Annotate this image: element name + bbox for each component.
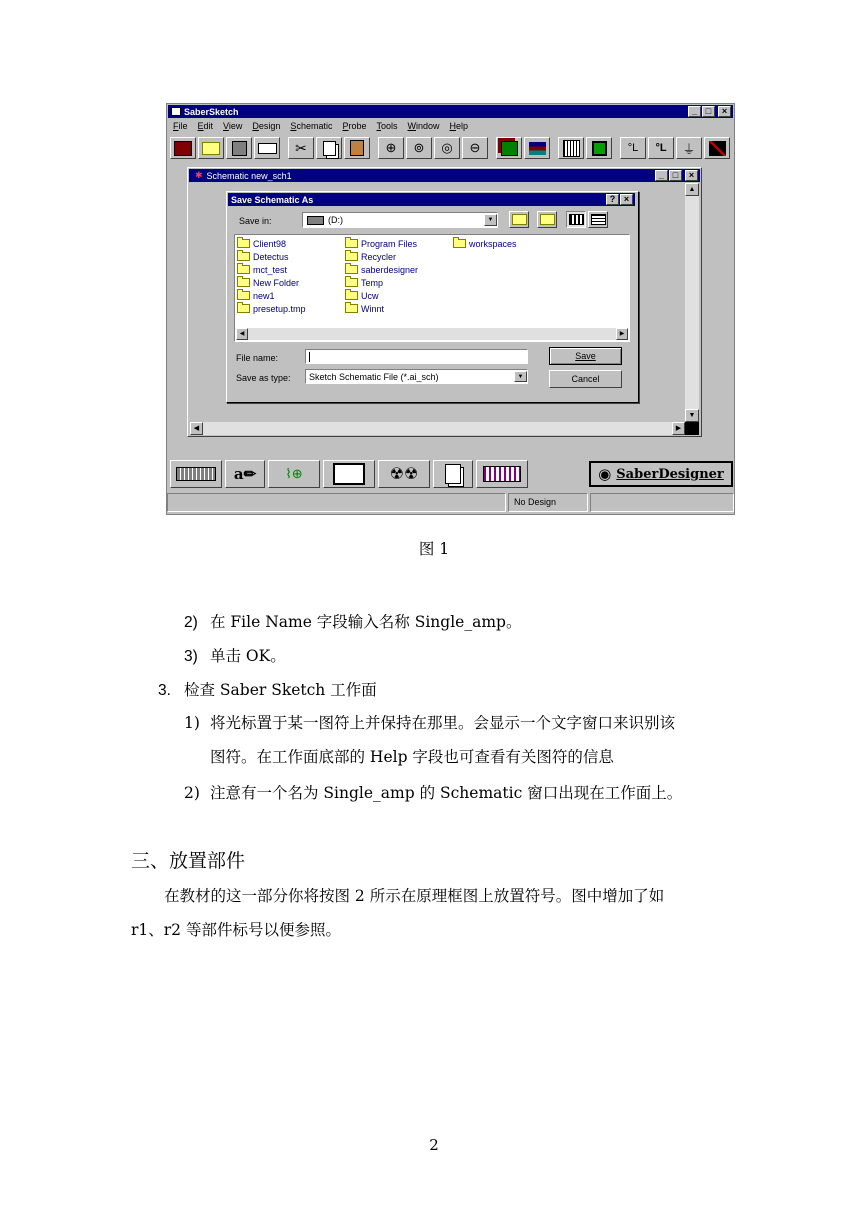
folder-label: Temp (361, 277, 384, 288)
zoom-out-button[interactable] (462, 137, 488, 159)
ground-button[interactable] (676, 137, 702, 159)
type-chevron-down-icon[interactable]: ▼ (514, 371, 527, 382)
menu-bar (173, 121, 478, 133)
folder-icon (345, 291, 358, 300)
help-icon[interactable]: ? (606, 194, 619, 205)
folder-label: Recycler (361, 251, 397, 262)
text-cursor (309, 352, 310, 362)
save-dialog (226, 191, 639, 403)
folder-label: New Folder (253, 277, 300, 288)
size-grip (685, 422, 699, 435)
folder-icon (345, 304, 358, 313)
simulate-icon: ☢☢ (389, 466, 419, 483)
open-button[interactable] (198, 137, 224, 159)
file-list-hscroll[interactable] (236, 328, 628, 340)
layers-button[interactable] (496, 137, 522, 159)
folder-item[interactable] (237, 237, 306, 250)
status-extra-field (590, 493, 734, 512)
report-button[interactable] (433, 460, 473, 488)
cancel-button[interactable] (549, 370, 622, 388)
zoom-fit-button[interactable] (434, 137, 460, 159)
wire-alt-icon: °L (655, 142, 667, 154)
item-3-number: 3. (158, 682, 171, 699)
list-view-button[interactable] (566, 211, 586, 228)
report-icon (445, 464, 461, 484)
sub-2-text: 注意有一个名为 Single_amp 的 Schematic 窗口出现在工作面上。 (210, 784, 683, 802)
folder-icon (237, 304, 250, 313)
menu-file[interactable]: File (173, 121, 188, 131)
toolbar (170, 135, 733, 161)
new-button[interactable] (170, 137, 196, 159)
app-title: SaberSketch (184, 106, 239, 117)
item-3 (158, 680, 377, 701)
cancel-button-label: Cancel (571, 374, 600, 384)
parts-gallery-button[interactable] (268, 460, 320, 488)
section-heading: 三、放置部件 (131, 850, 246, 872)
status-design-field (508, 493, 588, 512)
menu-probe[interactable]: Probe (342, 121, 367, 131)
probe-icon (709, 141, 726, 156)
save-button[interactable] (549, 347, 622, 365)
sub-1 (184, 713, 675, 733)
up-folder-button[interactable] (509, 211, 529, 228)
menu-help[interactable]: Help (449, 121, 469, 131)
figure-caption: 图 1 (418, 540, 450, 558)
folder-icon (237, 265, 250, 274)
paste-button[interactable] (344, 137, 370, 159)
list-view-icon (569, 214, 584, 225)
simulate-button[interactable] (378, 460, 430, 488)
new-folder-icon (540, 214, 555, 225)
printer-icon (258, 143, 277, 154)
saberdesigner-button[interactable] (589, 461, 733, 487)
save-as-type-label: Save as type: (236, 373, 291, 383)
status-bar (167, 493, 734, 513)
disk-icon (232, 141, 247, 156)
folder-label: workspaces (469, 238, 517, 249)
schematic-title: Schematic new_sch1 (206, 170, 292, 181)
details-view-button[interactable] (588, 211, 608, 228)
folder-icon (453, 239, 466, 248)
dialog-close-icon[interactable]: × (620, 194, 633, 205)
file-scroll-left-icon[interactable]: ◀ (236, 328, 248, 340)
sub-1-number: 1) (184, 714, 200, 732)
scissors-icon: ✂ (295, 139, 307, 156)
schematic-minimize-icon[interactable]: _ (655, 170, 668, 181)
menu-edit[interactable]: Edit (197, 121, 214, 131)
folder-item[interactable] (345, 302, 418, 315)
drive-icon (307, 216, 324, 225)
sub-1-continued: 图符。在工作面底部的 Help 字段也可查看有关图符的信息 (210, 748, 614, 766)
menu-design[interactable]: Design (252, 121, 281, 131)
keyboard-icon (176, 467, 216, 481)
zoom-in-icon: ⊕ (385, 140, 397, 155)
paragraph-line-1: 在教材的这一部分你将按图 2 所示在原理框图上放置符号。图中增加了如 (164, 887, 665, 905)
text-tool-button[interactable] (225, 460, 265, 488)
new-icon (174, 141, 192, 156)
sub-1-text-a: 将光标置于某一图符上并保持在那里。会显示一个文字窗口来识别该 (210, 714, 676, 732)
table-button[interactable] (476, 460, 528, 488)
new-folder-button[interactable] (537, 211, 557, 228)
file-column-3 (453, 237, 517, 250)
page-number: 2 (429, 1136, 439, 1154)
menu-schematic[interactable]: Schematic (290, 121, 333, 131)
dialog-title-bar[interactable] (228, 193, 635, 206)
schematic-maximize-icon[interactable]: □ (669, 170, 682, 181)
sabersketch-window (166, 103, 735, 515)
folder-icon (237, 239, 250, 248)
chevron-down-icon[interactable]: ▼ (484, 214, 497, 226)
status-design-text: No Design (514, 497, 557, 507)
folder-item[interactable] (237, 263, 306, 276)
up-folder-icon (512, 214, 527, 225)
folder-icon (237, 278, 250, 287)
file-column-2 (345, 237, 418, 315)
folder-label: new1 (253, 290, 275, 301)
menu-tools[interactable]: Tools (376, 121, 398, 131)
probe-button[interactable] (704, 137, 730, 159)
color-bars-button[interactable] (524, 137, 550, 159)
step-3 (184, 646, 286, 667)
zoom-area-icon: ⊚ (413, 140, 425, 155)
paragraph-line-2: r1、r2 等部件标号以便参照。 (131, 921, 341, 939)
horizontal-scrollbar[interactable] (190, 422, 685, 435)
status-help-field (167, 493, 506, 512)
minimize-icon[interactable]: _ (688, 106, 701, 117)
step-3-number: 3) (184, 648, 198, 665)
menu-view[interactable]: View (223, 121, 243, 131)
save-button-label: Save (575, 351, 596, 361)
step-2 (184, 612, 521, 633)
folder-label: mct_test (253, 264, 288, 275)
scope-button[interactable] (323, 460, 375, 488)
file-name-label: File name: (236, 353, 279, 363)
folder-icon (345, 278, 358, 287)
layers-icon (501, 141, 518, 156)
schematic-close-icon[interactable]: × (685, 170, 698, 181)
bottom-palette (170, 458, 733, 490)
close-icon[interactable]: × (718, 106, 731, 117)
folder-item[interactable] (345, 276, 418, 289)
zoom-fit-icon: ◎ (441, 140, 453, 155)
scroll-left-icon[interactable]: ◀ (190, 422, 203, 435)
wire-icon: °L (627, 142, 639, 154)
folder-item[interactable] (237, 276, 306, 289)
scope-icon (333, 463, 365, 485)
folder-label: saberdesigner (361, 264, 419, 275)
scroll-right-icon[interactable]: ▶ (672, 422, 685, 435)
scroll-down-icon[interactable]: ▼ (685, 409, 699, 422)
saber-logo-icon: ◉ (598, 466, 612, 483)
scroll-up-icon[interactable]: ▲ (685, 183, 699, 196)
copy-icon (323, 141, 336, 156)
parts-icon: ⌇⊕ (285, 466, 303, 481)
file-name-input[interactable] (305, 349, 528, 364)
save-in-value: (D:) (328, 215, 343, 225)
app-title-bar[interactable] (168, 105, 733, 118)
zoom-area-button[interactable] (406, 137, 432, 159)
save-in-label: Save in: (239, 216, 272, 226)
save-toolbar-button[interactable] (226, 137, 252, 159)
item-3-text: 检查 Saber Sketch 工作面 (184, 681, 377, 699)
vertical-scrollbar[interactable] (685, 183, 699, 422)
details-view-icon (591, 214, 606, 225)
clipboard-icon (350, 140, 364, 156)
wire-button[interactable] (620, 137, 646, 159)
file-list[interactable] (234, 234, 630, 342)
brand-name: SaberDesigner (616, 466, 724, 482)
step-3-text: 单击 OK。 (210, 647, 286, 665)
app-icon (171, 107, 181, 116)
step-2-number: 2) (184, 614, 198, 631)
fill-icon (592, 141, 607, 156)
maximize-icon[interactable]: □ (702, 106, 715, 117)
file-column-1 (237, 237, 306, 315)
fill-button[interactable] (586, 137, 612, 159)
cut-button[interactable] (288, 137, 314, 159)
folder-item[interactable] (345, 237, 418, 250)
color-bars-icon (529, 142, 546, 155)
schematic-icon: ✱ (195, 170, 203, 180)
open-folder-icon (202, 142, 220, 155)
save-as-type-value: Sketch Schematic File (*.ai_sch) (309, 371, 439, 382)
folder-icon (345, 252, 358, 261)
ground-icon: ⏚ (682, 141, 696, 157)
menu-window[interactable]: Window (407, 121, 440, 131)
sub-2 (184, 783, 682, 803)
wire-alt-button[interactable] (648, 137, 674, 159)
grid-icon (563, 140, 580, 157)
folder-item[interactable] (237, 289, 306, 302)
folder-icon (237, 291, 250, 300)
folder-item[interactable] (345, 289, 418, 302)
folder-item[interactable] (453, 237, 517, 250)
folder-item[interactable] (345, 250, 418, 263)
folder-label: Ucw (361, 290, 379, 301)
zoom-in-button[interactable] (378, 137, 404, 159)
folder-label: Client98 (253, 238, 287, 249)
save-as-type-dropdown[interactable] (305, 369, 528, 384)
zoom-out-icon: ⊖ (469, 140, 481, 155)
schematic-window (187, 167, 702, 437)
folder-icon (345, 239, 358, 248)
table-icon (483, 466, 521, 482)
schematic-title-bar[interactable] (189, 169, 700, 182)
keyboard-button[interactable] (170, 460, 222, 488)
dialog-title: Save Schematic As (231, 194, 314, 205)
sub-2-number: 2) (184, 784, 200, 802)
pencil-icon: a✏ (233, 465, 257, 483)
grid-button[interactable] (558, 137, 584, 159)
folder-item[interactable] (345, 263, 418, 276)
folder-item[interactable] (237, 250, 306, 263)
folder-label: Winnt (361, 303, 385, 314)
folder-label: presetup.tmp (253, 303, 306, 314)
folder-icon (345, 265, 358, 274)
step-2-text: 在 File Name 字段输入名称 Single_amp。 (210, 613, 522, 631)
print-button[interactable] (254, 137, 280, 159)
copy-button[interactable] (316, 137, 342, 159)
file-scroll-right-icon[interactable]: ▶ (616, 328, 628, 340)
folder-label: Detectus (253, 251, 289, 262)
save-in-dropdown[interactable] (302, 212, 498, 228)
folder-item[interactable] (237, 302, 306, 315)
folder-icon (237, 252, 250, 261)
folder-label: Program Files (361, 238, 418, 249)
